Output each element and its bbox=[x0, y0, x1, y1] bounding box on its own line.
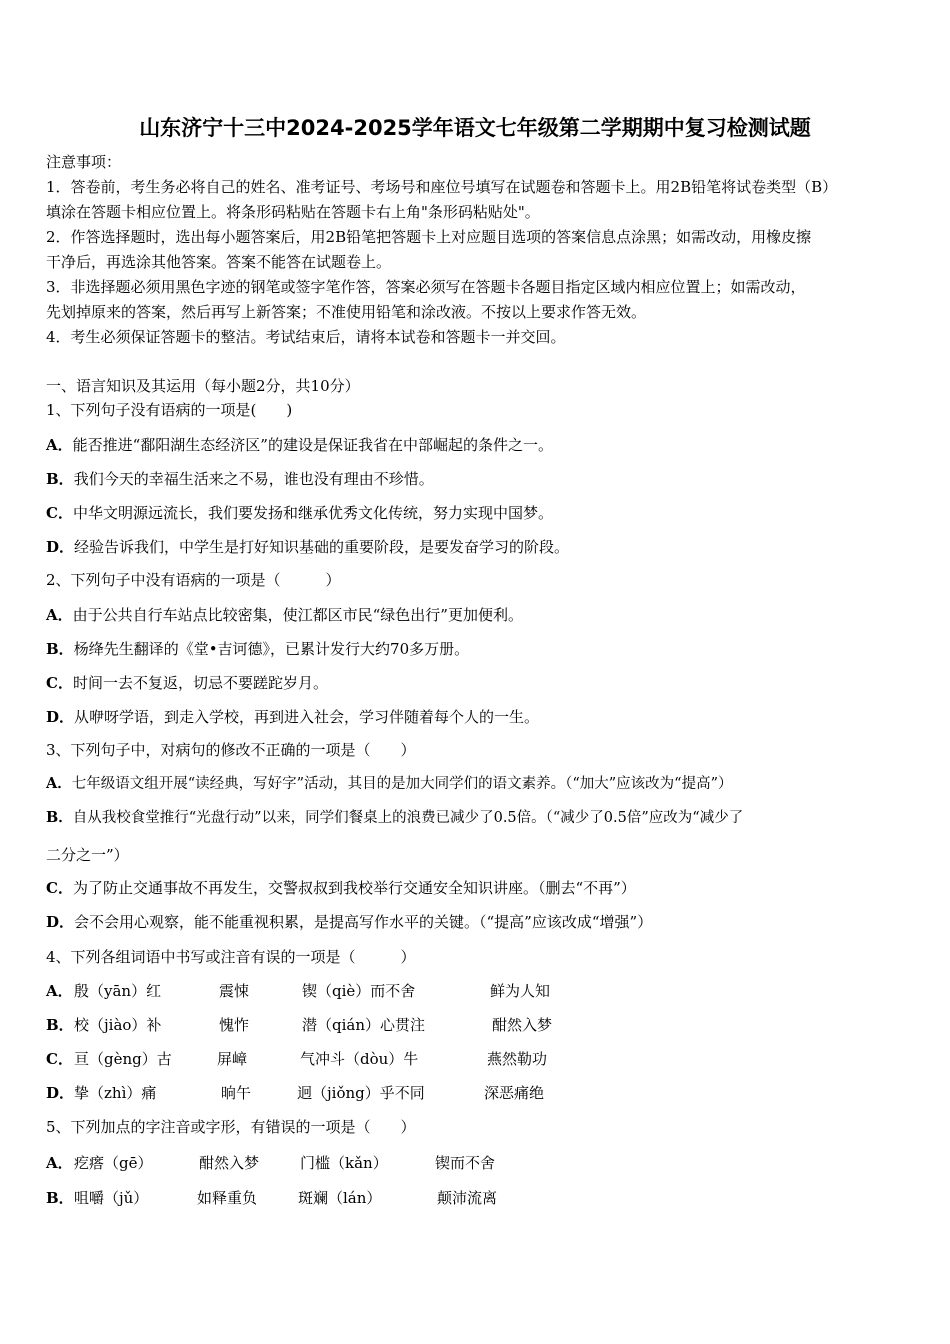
option-letter: C． bbox=[46, 1050, 73, 1068]
option-text: 经验告诉我们，中学生是打好知识基础的重要阶段，是要发奋学习的阶段。 bbox=[74, 538, 570, 556]
option-word: 校（jiào）补 bbox=[74, 1016, 162, 1034]
option-text: 会不会用心观察，能不能重视积累，是提高写作水平的关键。（“提高”应该改成“增强”） bbox=[74, 913, 653, 931]
option-word: 酣然入梦 bbox=[199, 1154, 260, 1172]
option-b bbox=[46, 469, 434, 489]
option-text: 时间一去不复返，切忌不要蹉跎岁月。 bbox=[72, 674, 328, 692]
option-letter: A． bbox=[46, 775, 72, 792]
option-letter: B． bbox=[46, 1189, 74, 1207]
option-letter: B． bbox=[46, 470, 74, 488]
option-word: 殷（yān）红 bbox=[74, 982, 162, 1000]
option-word: 疙瘩（gē） bbox=[74, 1154, 153, 1172]
option-letter: D． bbox=[46, 913, 75, 931]
option-a bbox=[46, 774, 733, 794]
option-text: 从咿呀学语，到走入学校，再到进入社会，学习伴随着每个人的一生。 bbox=[74, 708, 540, 726]
option-a bbox=[46, 981, 926, 1001]
option-d bbox=[46, 1083, 926, 1103]
option-letter: C． bbox=[46, 674, 73, 692]
notice-heading: 注意事项： bbox=[46, 153, 122, 171]
option-c bbox=[46, 1049, 926, 1069]
question-stem: 2、下列句子中没有语病的一项是（ ） bbox=[46, 571, 341, 589]
option-text: 为了防止交通事故不再发生，交警叔叔到我校举行交通安全知识讲座。（删去“不再”） bbox=[72, 879, 636, 897]
option-word: 挚（zhì）痛 bbox=[74, 1084, 157, 1102]
option-text: 我们今天的幸福生活来之不易，谁也没有理由不珍惜。 bbox=[73, 470, 434, 488]
notice-line: 干净后，再选涂其他答案。答案不能答在试题卷上。 bbox=[46, 253, 392, 271]
option-text: 自从我校食堂推行“光盘行动”以来，同学们餐桌上的浪费已减少了0.5倍。（“减少了0.5倍”应改为“减少了 bbox=[72, 810, 744, 826]
notice-line: 填涂在答题卡相应位置上。将条形码粘贴在答题卡右上角"条形码粘贴处"。 bbox=[46, 203, 540, 221]
option-word: 震悚 bbox=[219, 982, 250, 1000]
option-word: 酣然入梦 bbox=[492, 1016, 553, 1034]
option-text: 能否推进“鄱阳湖生态经济区”的建设是保证我省在中部崛起的条件之一。 bbox=[72, 436, 553, 454]
option-word: 鲜为人知 bbox=[490, 982, 551, 1000]
question-stem: 1、下列句子没有语病的一项是( ) bbox=[46, 401, 293, 419]
option-word: 燕然勒功 bbox=[487, 1050, 548, 1068]
option-c bbox=[46, 503, 553, 523]
notice-line: 1．答卷前，考生务必将自己的姓名、准考证号、考场号和座位号填写在试题卷和答题卡上。用2B铅笔将试卷类型（B） bbox=[46, 178, 838, 196]
option-letter: D． bbox=[46, 538, 75, 556]
section-heading: 一、语言知识及其运用（每小题2分，共10分） bbox=[46, 377, 360, 395]
notice-line: 4．考生必须保证答题卡的整洁。考试结束后，请将本试卷和答题卡一并交回。 bbox=[46, 328, 566, 346]
option-word: 气冲斗（dòu）牛 bbox=[300, 1050, 419, 1068]
option-letter: A． bbox=[46, 982, 73, 1000]
notice-line: 3．非选择题必须用黑色字迹的钢笔或签字笔作答，答案必须写在答题卡各题目指定区域内相应位置上；如需改动， bbox=[46, 278, 806, 296]
option-letter: B． bbox=[46, 640, 74, 658]
option-word: 愧怍 bbox=[219, 1016, 250, 1034]
option-c bbox=[46, 878, 636, 898]
option-word: 斑斓（lán） bbox=[298, 1189, 382, 1207]
option-letter: A． bbox=[46, 606, 73, 624]
option-word: 颠沛流离 bbox=[437, 1189, 498, 1207]
notice-line: 2．作答选择题时，选出每小题答案后，用2B铅笔把答题卡上对应题目选项的答案信息点涂黑；如需改动，用橡皮擦 bbox=[46, 228, 812, 246]
option-word: 晌午 bbox=[221, 1084, 252, 1102]
option-text: 杨绛先生翻译的《堂•吉诃德》，已累计发行大约70多万册。 bbox=[73, 640, 470, 658]
option-word: 迥（jiǒng）乎不同 bbox=[297, 1084, 425, 1102]
option-d bbox=[46, 537, 569, 557]
option-letter: D． bbox=[46, 1084, 75, 1102]
option-c bbox=[46, 673, 328, 693]
option-text: 中华文明源远流长，我们要发扬和继承优秀文化传统，努力实现中国梦。 bbox=[72, 504, 553, 522]
option-d bbox=[46, 912, 652, 932]
option-word: 门槛（kǎn） bbox=[300, 1154, 388, 1172]
option-letter: C． bbox=[46, 879, 73, 897]
option-word: 如释重负 bbox=[197, 1189, 258, 1207]
option-letter: D． bbox=[46, 708, 75, 726]
page-title: 山东济宁十三中2024-2025学年语文七年级第二学期期中复习检测试题 bbox=[139, 116, 811, 140]
option-letter: A． bbox=[46, 436, 73, 454]
option-letter: C． bbox=[46, 504, 73, 522]
option-word: 屏嶂 bbox=[217, 1050, 248, 1068]
option-text: 由于公共自行车站点比较密集，使江都区市民“绿色出行”更加便利。 bbox=[72, 606, 523, 624]
option-word: 锲（qiè）而不舍 bbox=[302, 982, 416, 1000]
option-letter: B． bbox=[46, 1016, 74, 1034]
option-word: 咀嚼（jǔ） bbox=[74, 1189, 149, 1207]
option-letter: B． bbox=[46, 809, 73, 826]
option-text: 七年级语文组开展“读经典，写好字”活动，其目的是加大同学们的语文素养。（“加大”应该改为“提高”） bbox=[71, 776, 733, 792]
option-d bbox=[46, 707, 539, 727]
option-word: 潜（qián）心贯注 bbox=[302, 1016, 426, 1034]
option-letter: A． bbox=[46, 1154, 73, 1172]
option-a bbox=[46, 605, 523, 625]
option-b-continued: 二分之一”） bbox=[46, 846, 129, 864]
option-b bbox=[46, 1015, 926, 1035]
question-stem: 5、下列加点的字注音或字形，有错误的一项是（ ） bbox=[46, 1118, 416, 1136]
option-word: 锲而不舍 bbox=[435, 1154, 496, 1172]
option-a bbox=[46, 1153, 926, 1173]
option-word: 深恶痛绝 bbox=[484, 1084, 545, 1102]
option-b bbox=[46, 1188, 926, 1208]
question-stem: 4、下列各组词语中书写或注音有误的一项是（ ） bbox=[46, 948, 416, 966]
notice-line: 先划掉原来的答案，然后再写上新答案；不准使用铅笔和涂改液。不按以上要求作答无效。 bbox=[46, 303, 647, 321]
question-stem: 3、下列句子中，对病句的修改不正确的一项是（ ） bbox=[46, 741, 416, 759]
option-a bbox=[46, 435, 553, 455]
option-b bbox=[46, 639, 469, 659]
option-b bbox=[46, 808, 743, 828]
option-word: 亘（gèng）古 bbox=[74, 1050, 172, 1068]
